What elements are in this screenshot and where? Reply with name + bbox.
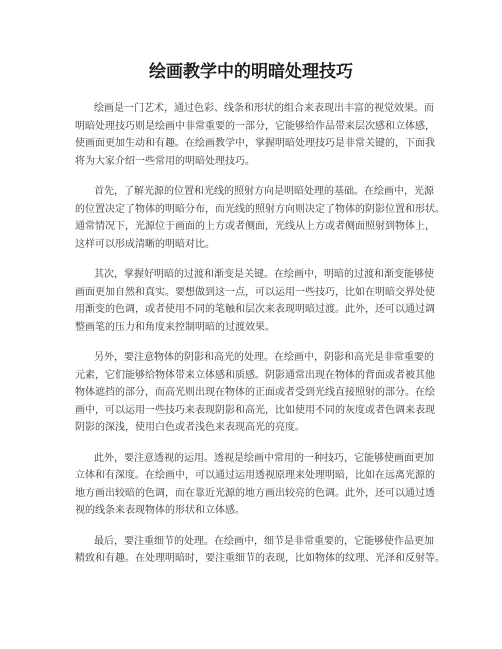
text-line: 用渐变的色调，或者使用不同的笔触和层次来表现明暗过渡。此外，还可以通过调	[75, 304, 435, 315]
document-title: 绘画教学中的明暗处理技巧	[149, 62, 353, 82]
text-line: 使画面更加生动和有趣。在绘画教学中，掌握明暗处理技巧是非常关键的，下面我	[75, 138, 435, 149]
text-line: 这样可以形成清晰的明暗对比。	[75, 238, 215, 250]
paragraph-2	[75, 183, 445, 253]
text-line: 其次，掌握好明暗的过渡和渐变是关键。在绘画中，明暗的过渡和渐变能够使	[94, 269, 434, 280]
paragraph-1	[75, 100, 445, 170]
text-line: 视的线条来表现物体的形状和立体感。	[75, 505, 245, 516]
text-line: 将为大家介绍一些常用的明暗处理技巧。	[75, 155, 255, 167]
paragraph-5	[75, 450, 445, 520]
text-line: 首先，了解光源的位置和光线的照射方向是明暗处理的基础。在绘画中，光源	[94, 186, 434, 197]
text-line: 最后，要注重细节的处理。在绘画中，细节是非常重要的，它能够使作品更加	[94, 535, 434, 547]
text-line: 整画笔的压力和角度来控制明暗的过渡效果。	[75, 321, 275, 333]
paragraph-4	[75, 349, 445, 437]
text-line: 物体遮挡的部分，而高光则出现在物体的正面或者受到光线直接照射的部分。在绘	[75, 387, 435, 398]
paragraph-6	[75, 533, 445, 568]
text-line: 精致和有趣。在处理明暗时，要注重细节的表现，比如物体的纹理、光泽和反射等。	[75, 553, 445, 564]
text-line: 画面更加自然和真实。要想做到这一点，可以运用一些技巧，比如在明暗交界处使	[75, 286, 435, 298]
text-line: 立体和有深度。在绘画中，可以通过运用透视原理来处理明暗，比如在远离光源的	[75, 470, 435, 481]
text-line: 明暗处理技巧则是绘画中非常重要的一部分，它能够给作品带来层次感和立体感，	[75, 120, 435, 132]
text-line: 画中，可以运用一些技巧来表现阴影和高光，比如使用不同的灰度或者色调来表现	[75, 404, 435, 416]
text-line: 的位置决定了物体的明暗分布，而光线的照射方向则决定了物体的阴影位置和形状。	[75, 203, 445, 215]
text-line: 地方画出较暗的色调，而在靠近光源的地方画出较亮的色调。此外，还可以通过透	[75, 487, 435, 499]
text-line: 阴影的深浅，使用白色或者浅色来表现高光的亮度。	[75, 422, 305, 433]
text-line: 另外，要注意物体的阴影和高光的处理。在绘画中，阴影和高光是非常重要的	[94, 352, 434, 363]
text-line: 绘画是一门艺术，通过色彩、线条和形状的组合来表现出丰富的视觉效果。而	[94, 103, 434, 114]
text-line: 通常情况下，光源位于画面的上方或者侧面，光线从上方或者侧面照射到物体上，	[75, 221, 435, 232]
text-line: 元素，它们能够给物体带来立体感和质感。阴影通常出现在物体的背面或者被其他	[75, 369, 435, 381]
text-line: 此外，要注意透视的运用。透视是绘画中常用的一种技巧，它能够使画面更加	[94, 452, 434, 464]
paragraph-3	[75, 266, 445, 336]
document-body	[75, 100, 445, 581]
